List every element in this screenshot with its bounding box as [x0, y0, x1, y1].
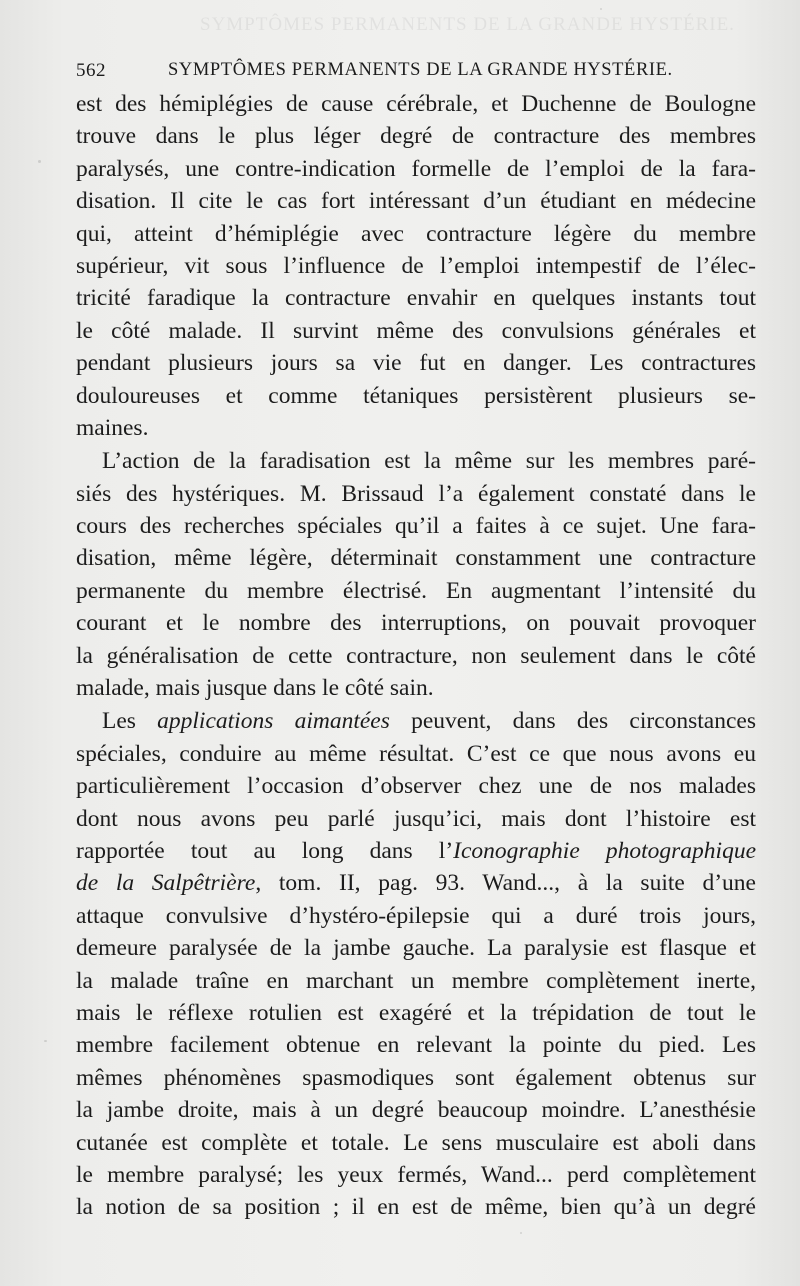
text-line: la jambe droite, mais à un degré beaucoup moindre. L’anesthésie — [76, 1097, 756, 1124]
text-line — [76, 867, 756, 899]
text-line: membre facilement obtenue en relevant la pointe du pied. Les — [76, 1032, 756, 1059]
text-line — [76, 705, 756, 737]
text-line — [76, 835, 756, 867]
body-text — [76, 88, 756, 1224]
text-line: malade, mais jusque dans le côté sain. — [76, 675, 434, 702]
text-line: siés des hystériques. M. Brissaud l’a également constaté dans le — [76, 480, 756, 507]
text-line: pendant plusieurs jours sa vie fut en danger. Les contractures — [76, 350, 756, 377]
text-line: permanente du membre électrisé. En augmentant l’intensité du — [76, 577, 756, 604]
text-line: demeure paralysée de la jambe gauche. La paralysie est flasque et — [76, 935, 756, 962]
running-title: SYMPTÔMES PERMANENTS DE LA GRANDE HYSTÉRIE. — [168, 60, 673, 80]
text-line: particulièrement l’occasion d’observer chez une de nos malades — [76, 773, 756, 800]
text-segment: peuvent, dans des circonstances — [389, 708, 756, 735]
italic-phrase: de la Salpêtrière — [76, 870, 256, 897]
text-line: cours des recherches spéciales qu’il a faites à ce sujet. Une fara- — [76, 513, 756, 540]
text-line: cutanée est complète et totale. Le sens musculaire est aboli dans — [76, 1129, 756, 1156]
show-through-title: SYMPTÔMES PERMANENTS DE LA GRANDE HYSTÉRIE. — [200, 14, 735, 35]
text-line: paralysés, une contre-indication formelle de l’emploi de la fara- — [76, 155, 756, 182]
text-segment: Les — [102, 708, 158, 735]
text-line: est des hémiplégies de cause cérébrale, et Duchenne de Boulogne — [76, 91, 756, 117]
text-line: mais le réflexe rotulien est exagéré et la trépidation de tout le — [76, 999, 756, 1026]
text-line: attaque convulsive d’hystéro-épilepsie qui a duré trois jours, — [76, 902, 756, 929]
paper-speck — [520, 1232, 522, 1234]
text-line: disation, même légère, déterminait constamment une contracture — [76, 545, 756, 572]
italic-phrase: Iconographie photographique — [453, 837, 756, 864]
text-line: la malade traîne en marchant un membre complètement inerte, — [76, 967, 756, 994]
text-line: mêmes phénomènes spasmodiques sont également obtenus sur — [76, 1064, 756, 1091]
paper-speck — [44, 1040, 47, 1042]
page-header — [76, 52, 748, 82]
paper-speck — [38, 160, 41, 163]
text-line: trouve dans le plus léger degré de contracture des membres — [76, 123, 756, 150]
page-number: 562 — [76, 60, 106, 81]
text-line: supérieur, vit sous l’influence de l’emploi intempestif de l’élec- — [76, 252, 756, 279]
show-through-text — [200, 14, 735, 36]
text-line: tricité faradique la contracture envahir en quelques instants tout — [76, 285, 756, 312]
text-line: douloureuses et comme tétaniques persistèrent plusieurs se- — [76, 382, 756, 409]
text-line: courant et le nombre des interruptions, on pouvait provoquer — [76, 610, 756, 637]
italic-phrase: applications aimantées — [157, 708, 390, 735]
text-line: la notion de sa position ; il en est de même, bien qu’à un degré — [76, 1194, 756, 1221]
text-line: le membre paralysé; les yeux fermés, Wand... perd complètement — [76, 1161, 756, 1188]
text-line: la généralisation de cette contracture, non seulement dans le côté — [76, 642, 756, 669]
text-line: spéciales, conduire au même résultat. C’est ce que nous avons eu — [76, 740, 756, 767]
text-line: L’action de la faradisation est la même sur les membres paré- — [102, 448, 756, 475]
text-line: qui, atteint d’hémiplégie avec contracture légère du membre — [76, 220, 756, 247]
text-line: dont nous avons peu parlé jusqu’ici, mais dont l’histoire est — [76, 805, 756, 832]
text-segment: , tom. II, pag. 93. Wand..., à la suite d’une — [255, 870, 756, 897]
text-line: le côté malade. Il survint même des convulsions générales et — [76, 317, 756, 344]
text-segment: rapportée tout au long dans l’ — [76, 837, 454, 864]
text-line: disation. Il cite le cas fort intéressant d’un étudiant en médecine — [76, 188, 756, 215]
text-line: maines. — [76, 414, 149, 441]
paper-speck — [600, 8, 602, 10]
